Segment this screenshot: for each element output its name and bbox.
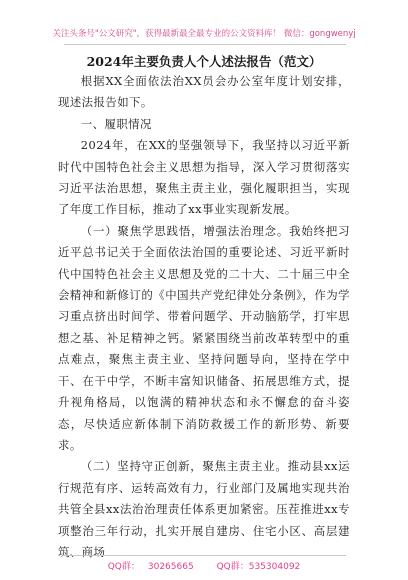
qq-label-2: QQ群：: [216, 562, 249, 572]
header-divider: [64, 44, 346, 45]
section-heading: 一、履职情况: [80, 116, 152, 131]
footer-divider: [64, 555, 346, 556]
body-paragraph: 2024年，在XX的坚强领导下，我坚持以习近平新时代中国特色社会主义思想为指导，深入学习贯彻落实习近平法治思想，聚焦主责主业，强化履职担当，实现了年度工作目标，推动了xx事业实现新发展。: [58, 138, 350, 217]
qq-group-2: [217, 562, 301, 572]
qq-number-2: 535304092: [248, 562, 301, 572]
intro-paragraph: 根据XX全面依法治XX员会办公室年度计划安排，现述法报告如下。: [58, 74, 350, 110]
document-body: [58, 71, 350, 563]
document-title: 2024年主要负责人个人述法报告（范文）: [86, 54, 322, 69]
qq-group-1: [108, 562, 194, 572]
page-footer: [0, 555, 408, 580]
body-paragraph: （一）聚焦学思践悟，增强法治理念。我始终把习近平总书记关于全面依法治国的重要论述、习近平新时代中国特色社会主义思想及党的二十大、二十届三中全会精神和新修订的《中国共产党纪律处分条例》，作为学习重点挤出时间学、带着问题学、开动脑筋学，打牢思想之基、补足精神之钙。紧紧围绕当前改革转型中的重点难点，聚焦主责主业、坚持问题导向，坚持在学中干、在干中学，不断丰富知识储备、拓展思维方式，提升视角格局，以饱满的精神状态和永不懈怠的奋斗姿态，尽快适应新体制下消防救援工作的新形势、新要求。: [58, 223, 350, 452]
header-notice: 关注头条号"公文研究"，获得最新最全最专业的公文资料库！ 微信：gongwenyj: [52, 29, 356, 39]
footer-contact: [0, 559, 408, 572]
page-header: [0, 0, 408, 60]
body-paragraph: （二）坚持守正创新，聚焦主责主业。推动县xx运行规范有序、运转高效有力，行业部门及属地实现共治共管全县xx法治治理责任体系更加紧密。压茬推进xx专项整治三年行动，扎实开展自建房、住宅小区、高层建筑、商场: [58, 459, 350, 559]
qq-label-1: QQ群：: [107, 562, 140, 572]
qq-number-1: 30265665: [147, 562, 194, 572]
